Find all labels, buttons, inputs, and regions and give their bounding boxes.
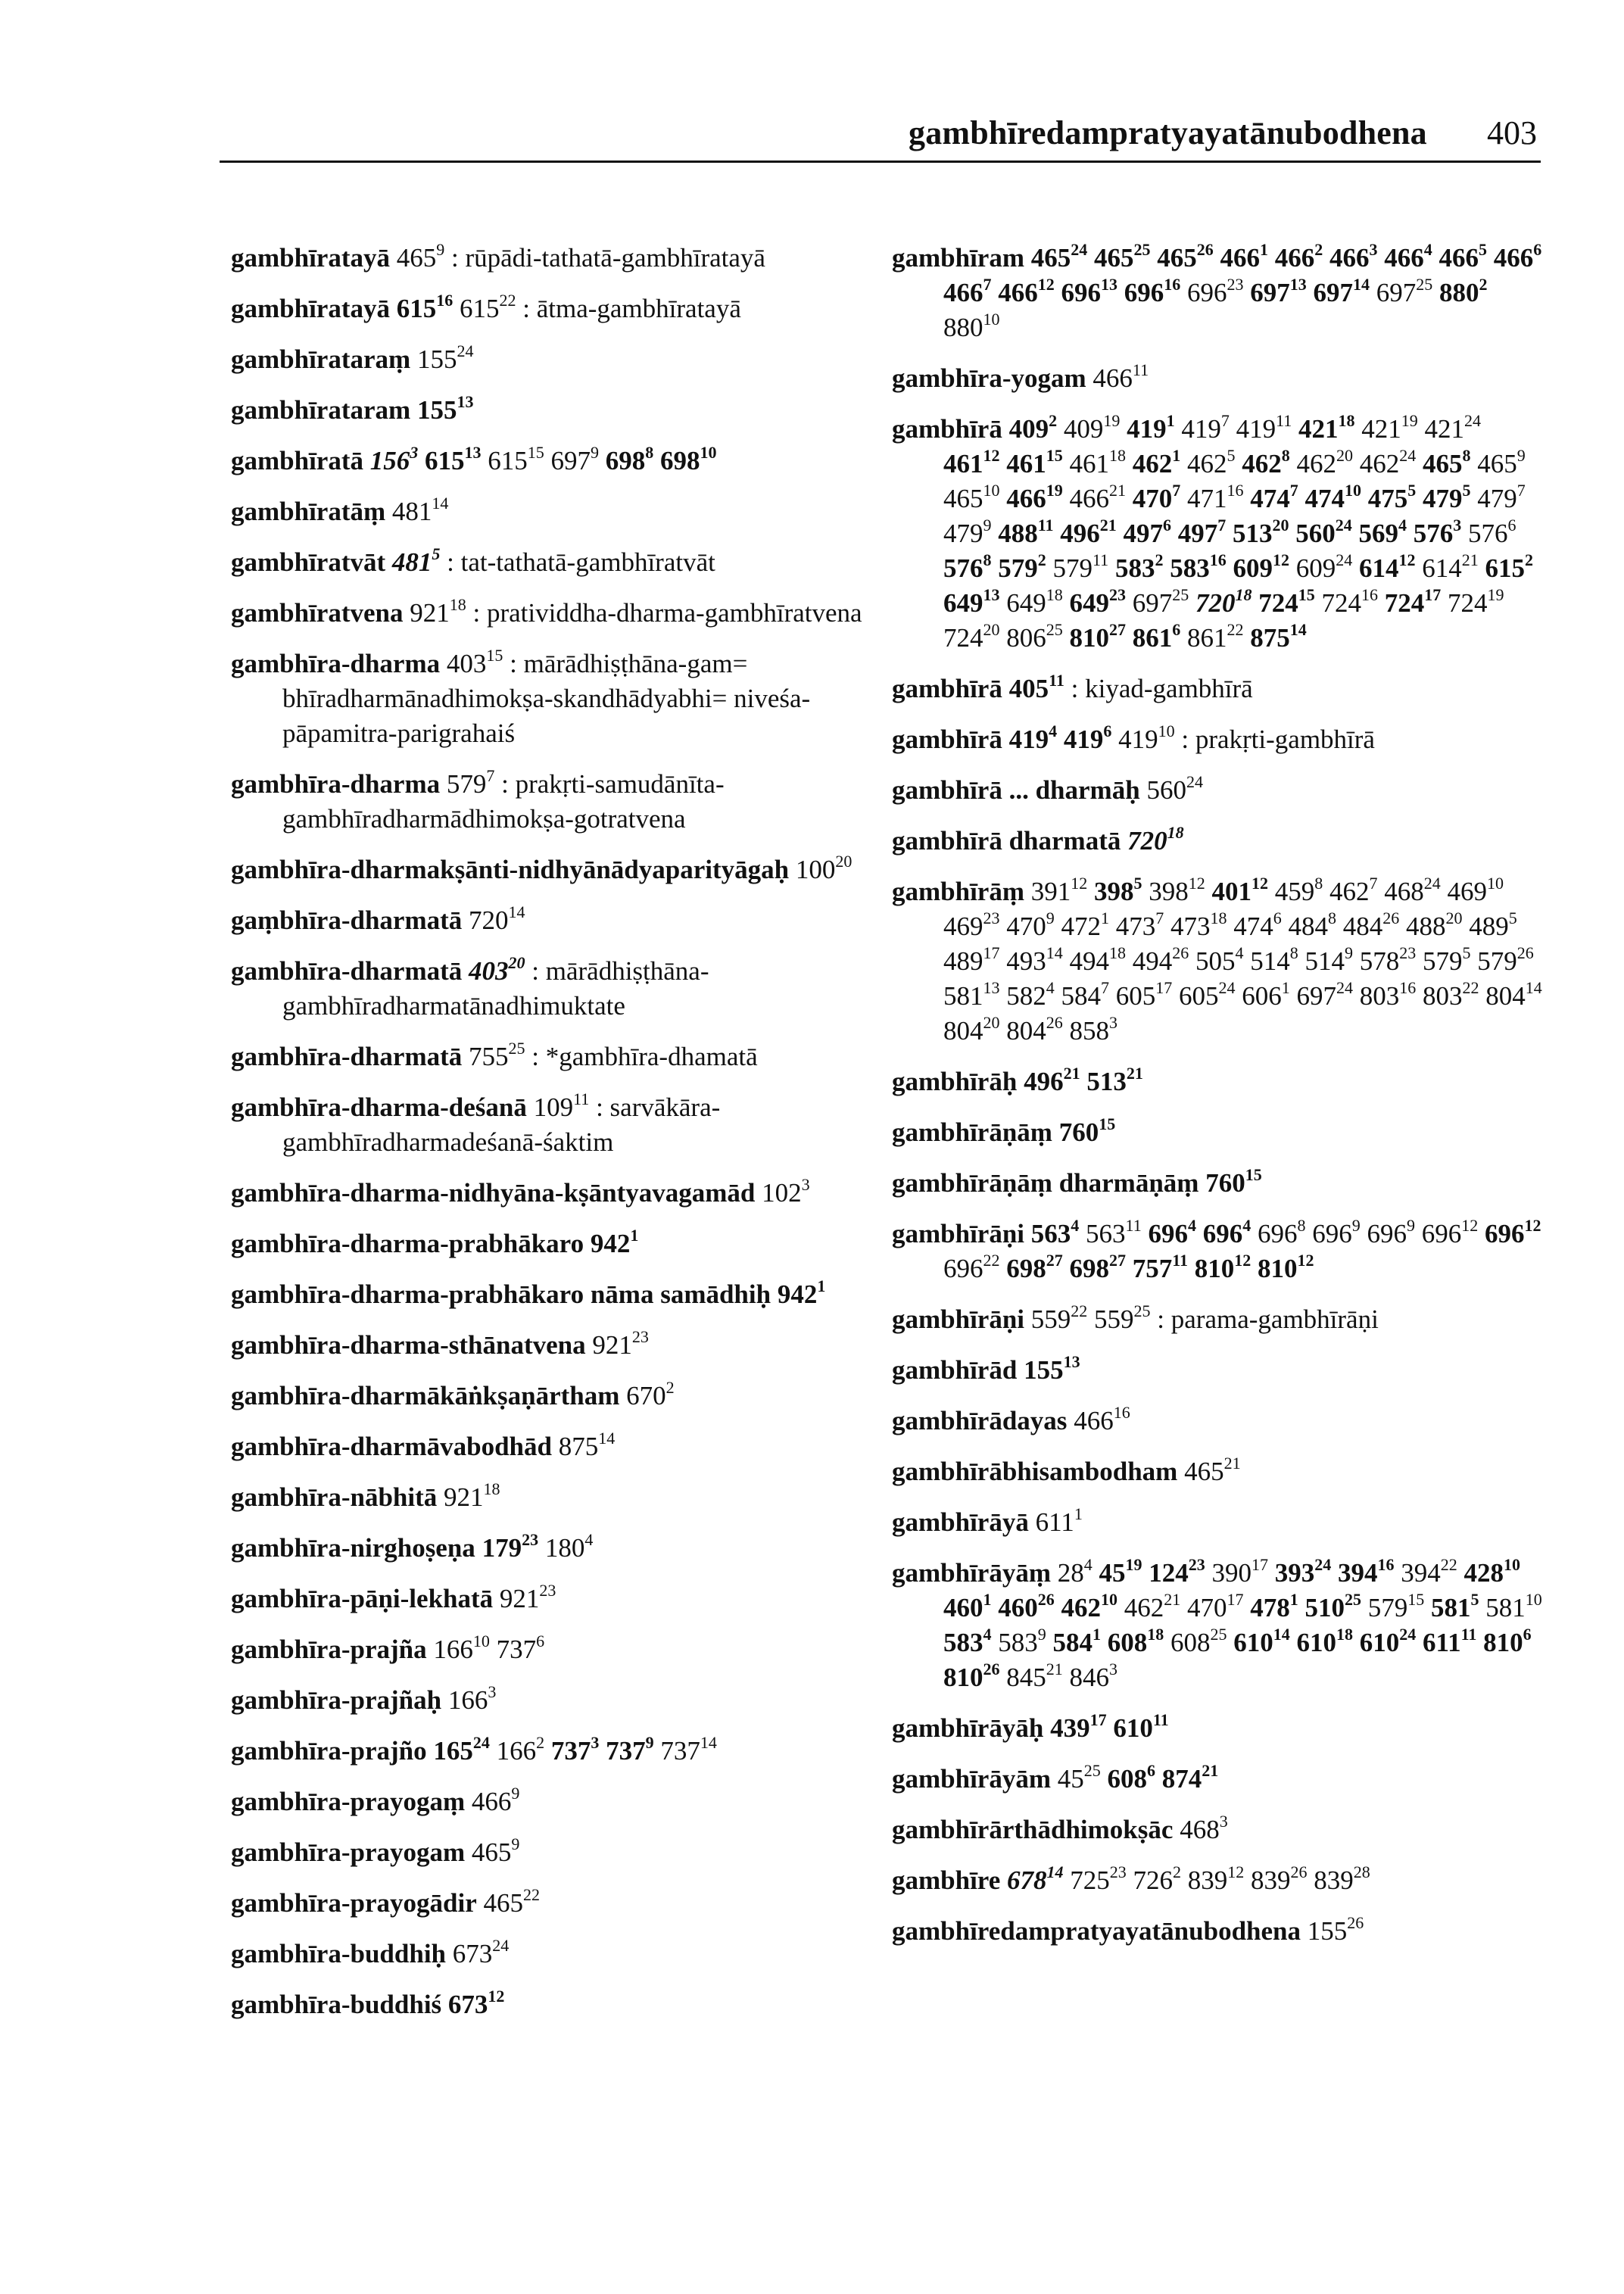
entry-references: $155^{13}$ — [416, 392, 474, 425]
entry-references: $755^{25}$ — [469, 1039, 525, 1071]
index-entry — [231, 545, 871, 580]
entry-references: $409^2$ $409^{19}$ $419^1$ $419^7$ $419^{11}$ $421^{18}$ $421^{19}$ $421^{24}$ $461^{12}$ $461^{15}$ $461^{18}$ $462^1$ $462^5$ $462^8$ $462^{20}$ $462^{24}$ $465^8$ $465^9$ $465^{10}$ $466^{19}$ $466^{21}$ $470^7$ $471^{16}$ $474^7$ $474^{10}$ $475^5$ $479^5$ $479^7$ $479^9$ $488^{11}$ $496^{21}$ $497^6$ $497^7$ $513^{20}$ $560^{24}$ $569^4$ $576^3$ $576^6$ $576^8$ $579^2$ $579^{11}$ $583^2$ $583^{16}$ $609^{12}$ $609^{24}$ $614^{12}$ $614^{21}$ $615^2$ $649^{13}$ $649^{18}$ $649^{23}$ $697^{25}$ $720^{18}$ $724^{15}$ $724^{16}$ $724^{17}$ $724^{19}$ $724^{20}$ $806^{25}$ $810^{27}$ $861^6$ $861^{22}$ $875^{14}$ — [943, 411, 1533, 653]
entry-headword: gambhīrāyāṃ — [892, 1558, 1051, 1588]
index-entry — [231, 647, 871, 751]
entry-references: $720^{18}$ — [1127, 823, 1184, 856]
index-entry — [892, 1556, 1543, 1695]
index-entry — [892, 773, 1543, 808]
index-entry — [892, 1353, 1543, 1388]
entry-headword: gambhīrā dharmatā — [892, 826, 1121, 856]
index-entry — [231, 1429, 871, 1464]
index-entry — [231, 393, 871, 428]
entry-headword: gambhīratvena — [231, 598, 404, 628]
entry-gloss: : tat-tathatā-gambhīratvāt — [440, 547, 715, 577]
entry-references: $155^{24}$ — [416, 341, 474, 374]
entry-references: $673^{12}$ — [447, 1987, 505, 2019]
entry-headword: gambhīrā — [892, 414, 1002, 444]
index-entry — [892, 1166, 1543, 1201]
entry-references: $405^{11}$ — [1008, 671, 1064, 703]
entry-gloss: : parama-gambhīrāṇi — [1150, 1304, 1379, 1334]
entry-headword: gambhīrābhisambodham — [892, 1457, 1178, 1486]
entry-references: $921^{23}$ — [499, 1581, 556, 1613]
entry-references: $875^{14}$ — [558, 1429, 616, 1461]
entry-headword: gambhīra-dharma — [231, 769, 441, 799]
entry-references: $109^{11}$ — [533, 1089, 590, 1122]
entry-references: $615^{16}$ $615^{22}$ — [396, 291, 516, 323]
index-entry — [231, 1835, 871, 1870]
entry-headword: gambhīra-prayogam — [231, 1837, 466, 1867]
entry-headword: gambhīra-dharma — [231, 649, 441, 678]
entry-headword: gambhīrāṇāṃ dharmāṇāṃ — [892, 1168, 1199, 1198]
entry-headword: gambhīrāṇi — [892, 1304, 1025, 1334]
entry-headword: gambhīra-prajño — [231, 1736, 427, 1766]
index-entry — [231, 1531, 871, 1566]
right-column — [892, 241, 1543, 1965]
entry-headword: gambhīrāṇi — [892, 1219, 1025, 1248]
entry-gloss: : prakṛti-gambhīrā — [1174, 725, 1375, 754]
entry-references: $403^{20}$ — [469, 953, 525, 986]
entry-headword: gambhīrataram — [231, 395, 411, 425]
entry-references: $563^4$ $563^{11}$ $696^4$ $696^4$ $696^8$ $696^9$ $696^9$ $696^{12}$ $696^{12}$ $696^{22}$ $698^{27}$ $698^{27}$ $757^{11}$ $810^{12}$ $810^{12}$ — [943, 1216, 1541, 1283]
entry-references: $921^{18}$ — [444, 1479, 500, 1512]
entry-references: $466^{11}$ — [1093, 360, 1149, 393]
index-entry — [231, 1090, 871, 1160]
index-entry — [892, 1115, 1543, 1150]
index-entry — [231, 1632, 871, 1667]
index-entry — [892, 1711, 1543, 1746]
entry-headword: gambhīrā ... dharmāḥ — [892, 775, 1140, 805]
entry-headword: gambhīrād — [892, 1355, 1018, 1385]
header-rule — [220, 161, 1541, 163]
index-entry — [892, 1217, 1543, 1286]
entry-references: $579^7$ — [446, 766, 495, 799]
entry-headword: gambhīra-dharmakṣānti-nidhyānādyaparityāgaḥ — [231, 855, 790, 884]
entry-headword: gambhīra-prajñaḥ — [231, 1685, 442, 1715]
entry-headword: gambhīra-yogam — [892, 363, 1086, 393]
index-entry — [231, 767, 871, 837]
entry-headword: gambhīra-pāṇi-lekhatā — [231, 1584, 494, 1613]
entry-references: $720^{14}$ — [469, 902, 525, 935]
entry-headword: gambhīra-dharma-deśanā — [231, 1092, 527, 1122]
entry-references: $673^{24}$ — [452, 1936, 510, 1968]
entry-headword: gambhīrataraṃ — [231, 344, 411, 374]
index-entry — [231, 444, 871, 478]
entry-gloss: : kiyad-gambhīrā — [1064, 674, 1253, 703]
index-entry — [892, 412, 1543, 656]
index-entry — [231, 1039, 871, 1074]
entry-references: $391^{12}$ $398^5$ $398^{12}$ $401^{12}$ $459^8$ $462^7$ $468^{24}$ $469^{10}$ $469^{23}$ $470^9$ $472^1$ $473^7$ $473^{18}$ $474^6$ $484^8$ $484^{26}$ $488^{20}$ $489^5$ $489^{17}$ $493^{14}$ $494^{18}$ $494^{26}$ $505^4$ $514^8$ $514^9$ $578^{23}$ $579^5$ $579^{26}$ $581^{13}$ $582^4$ $584^7$ $605^{17}$ $605^{24}$ $606^1$ $697^{24}$ $803^{16}$ $803^{22}$ $804^{14}$ $804^{20}$ $804^{26}$ $858^3$ — [943, 874, 1542, 1046]
entry-headword: gambhīra-dharma-sthānatvena — [231, 1330, 586, 1360]
entry-headword: gambhīra-dharmāvabodhād — [231, 1432, 552, 1461]
entry-headword: gambhīra-dharmatā — [231, 1042, 463, 1071]
entry-gloss: : prakṛti-samudānīta-gambhīradharmādhimokṣa-gotratvena — [282, 769, 725, 834]
index-entry — [231, 1379, 871, 1413]
entry-references: $155^{13}$ — [1024, 1352, 1080, 1385]
entry-gloss: : mārādhiṣṭhāna-gambhīradharmatānadhimuktate — [282, 956, 709, 1021]
entry-references: $465^9$ — [471, 1834, 520, 1867]
entry-references: $466^{16}$ — [1074, 1403, 1130, 1435]
index-entry — [231, 1683, 871, 1718]
entry-references: $481^5$ — [391, 544, 441, 577]
page-number: 403 — [1487, 114, 1537, 151]
entry-headword: gambhīra-nirghoṣeṇa — [231, 1533, 475, 1563]
index-entry — [231, 1784, 871, 1819]
index-entry — [231, 342, 871, 377]
entry-references: $466^9$ — [471, 1784, 520, 1816]
entry-references: $439^{17}$ $610^{11}$ — [1050, 1710, 1169, 1743]
entry-references: $100^{20}$ — [795, 852, 853, 884]
index-entry — [892, 1812, 1543, 1847]
left-column — [231, 241, 871, 2038]
entry-headword: gambhīratā — [231, 446, 363, 475]
entry-headword: gambhīrāḥ — [892, 1067, 1018, 1096]
entry-gloss: : sarvākāra-gambhīradharmadeśanā-śaktim — [282, 1092, 721, 1157]
entry-headword: gambhīra-dharmatā — [231, 956, 463, 986]
entry-headword: gambhīrādayas — [892, 1406, 1068, 1435]
index-entry — [231, 1480, 871, 1515]
entry-headword: gambhīra-dharma-nidhyāna-kṣāntyavagamād — [231, 1178, 756, 1208]
entry-headword: gambhīram — [892, 243, 1024, 273]
entry-references: $465^{24}$ $465^{25}$ $465^{26}$ $466^1$ $466^2$ $466^3$ $466^4$ $466^5$ $466^6$ $466^7$ $466^{12}$ $696^{13}$ $696^{16}$ $696^{23}$ $697^{13}$ $697^{14}$ $697^{25}$ $880^2$ $880^{10}$ — [943, 240, 1542, 342]
entry-references: $45^{25}$ $608^6$ $874^{21}$ — [1057, 1761, 1219, 1794]
entry-references: $465^9$ — [396, 240, 445, 273]
entry-headword: gambhīrāyām — [892, 1764, 1051, 1794]
entry-references: $166^{10}$ $737^6$ — [433, 1632, 545, 1664]
entry-headword: gambhīratayā — [231, 243, 390, 273]
entry-references: $155^{26}$ — [1307, 1913, 1364, 1946]
entry-gloss: : rūpādi-tathatā-gambhīratayā — [444, 243, 765, 273]
index-entry — [231, 241, 871, 276]
index-entry — [892, 1404, 1543, 1438]
entry-references: $921^{23}$ — [592, 1327, 649, 1360]
entry-references: $760^{15}$ — [1205, 1165, 1262, 1198]
entry-references: $465^{21}$ — [1184, 1454, 1241, 1486]
index-entry — [231, 1734, 871, 1769]
entry-references: $102^3$ — [762, 1175, 810, 1208]
index-entry — [892, 824, 1543, 859]
entry-headword: gambhīrā — [892, 725, 1002, 754]
entry-references: $560^{24}$ — [1146, 772, 1203, 805]
entry-references: $179^{23}$ $180^4$ — [482, 1530, 594, 1563]
entry-headword: gambhīra-prayogādir — [231, 1888, 477, 1918]
index-entry — [231, 1176, 871, 1211]
entry-headword: gambhīra-nābhitā — [231, 1482, 438, 1512]
entry-references: $559^{22}$ $559^{25}$ — [1030, 1301, 1151, 1334]
entry-references: $465^{22}$ — [483, 1885, 540, 1918]
index-entry — [231, 1987, 871, 2022]
index-entry — [892, 1863, 1543, 1898]
entry-headword: gambhīra-buddhiś — [231, 1990, 442, 2019]
index-entry — [892, 874, 1543, 1049]
entry-headword: gambhīrāṃ — [892, 877, 1024, 906]
entry-gloss: : *gambhīra-dhamatā — [525, 1042, 758, 1071]
entry-references: $678^{14}$ $725^{23}$ $726^2$ $839^{12}$ $839^{26}$ $839^{28}$ — [1007, 1862, 1370, 1895]
index-entry — [231, 1277, 871, 1312]
entry-references: $28^4$ $45^{19}$ $124^{23}$ $390^{17}$ $393^{24}$ $394^{16}$ $394^{22}$ $428^{10}$ $460^1$ $460^{26}$ $462^{10}$ $462^{21}$ $470^{17}$ $478^1$ $510^{25}$ $579^{15}$ $581^5$ $581^{10}$ $583^4$ $583^9$ $584^1$ $608^{18}$ $608^{25}$ $610^{14}$ $610^{18}$ $610^{24}$ $611^{11}$ $810^6$ $810^{26}$ $845^{21}$ $846^3$ — [943, 1555, 1542, 1692]
entry-headword: gambhīra-dharma-prabhākaro — [231, 1229, 584, 1258]
entry-headword: gambhīra-prayogaṃ — [231, 1787, 466, 1816]
entry-headword: gambhīrāyā — [892, 1507, 1029, 1537]
index-entry — [892, 241, 1543, 345]
entry-headword: gambhīredampratyayatānubodhena — [892, 1916, 1301, 1946]
entry-headword: gambhīre — [892, 1865, 1001, 1895]
index-entry — [231, 1226, 871, 1261]
entry-headword: gambhīratayā — [231, 294, 390, 323]
running-head: gambhīredampratyayatānubodhena — [909, 114, 1427, 151]
index-entry — [892, 1762, 1543, 1797]
entry-headword: gambhīra-dharmākāṅkṣaṇārtham — [231, 1381, 620, 1410]
index-entry — [892, 1914, 1543, 1949]
entry-gloss: : mārādhiṣṭhāna-gam= bhīradharmānadhimokṣa-skandhādyabhi= niveśa-pāpamitra-parigrahaiś — [282, 649, 811, 748]
index-entry — [231, 903, 871, 938]
index-entry — [892, 722, 1543, 757]
entry-references: $611^1$ — [1035, 1504, 1083, 1537]
entry-references: $468^3$ — [1180, 1812, 1228, 1844]
entry-headword: gambhīratāṃ — [231, 497, 386, 526]
index-entry — [231, 954, 871, 1024]
index-entry — [892, 1064, 1543, 1099]
entry-references: $165^{24}$ $166^2$ $737^3$ $737^9$ $737^{14}$ — [433, 1733, 717, 1766]
entry-references: $670^2$ — [626, 1378, 675, 1410]
entry-headword: gambhīrāṇāṃ — [892, 1117, 1052, 1147]
index-entry — [892, 361, 1543, 396]
entry-references: $403^{15}$ — [446, 646, 503, 678]
entry-references: $166^3$ — [447, 1682, 497, 1715]
entry-headword: gambhīrārthādhimokṣāc — [892, 1815, 1174, 1844]
entry-references: $942^1$ — [590, 1226, 639, 1258]
entry-references: $156^3$ $615^{13}$ $615^{15}$ $697^9$ $698^8$ $698^{10}$ — [369, 443, 717, 475]
index-entry — [892, 1505, 1543, 1540]
entry-headword: gambhīra-prajña — [231, 1635, 427, 1664]
index-entry — [892, 1454, 1543, 1489]
entry-gloss: : ātma-gambhīratayā — [516, 294, 741, 323]
entry-headword: gaṃbhīra-dharmatā — [231, 905, 463, 935]
index-entry — [892, 672, 1543, 706]
entry-headword: gambhīratvāt — [231, 547, 386, 577]
index-entry — [231, 1582, 871, 1616]
entry-references: $419^4$ $419^6$ $419^{10}$ — [1008, 722, 1175, 754]
index-entry — [231, 852, 871, 887]
entry-headword: gambhīrāyāḥ — [892, 1713, 1044, 1743]
index-entry — [231, 596, 871, 631]
entry-references: $481^{14}$ — [391, 494, 449, 526]
index-entry — [231, 1886, 871, 1921]
entry-headword: gambhīrā — [892, 674, 1002, 703]
entry-references: $760^{15}$ — [1058, 1114, 1116, 1147]
entry-gloss: : pratividdha-dharma-gambhīratvena — [466, 598, 862, 628]
entry-headword: gambhīra-buddhiḥ — [231, 1939, 447, 1968]
index-entry — [231, 291, 871, 326]
index-entry — [231, 494, 871, 529]
entry-references: $496^{21}$ $513^{21}$ — [1024, 1064, 1143, 1096]
entry-headword: gambhīra-dharma-prabhākaro nāma samādhiḥ — [231, 1279, 771, 1309]
entry-references: $921^{18}$ — [410, 595, 466, 628]
entry-references: $942^1$ — [777, 1276, 826, 1309]
index-entry — [231, 1328, 871, 1363]
index-entry — [231, 1937, 871, 1971]
index-entry — [892, 1302, 1543, 1337]
